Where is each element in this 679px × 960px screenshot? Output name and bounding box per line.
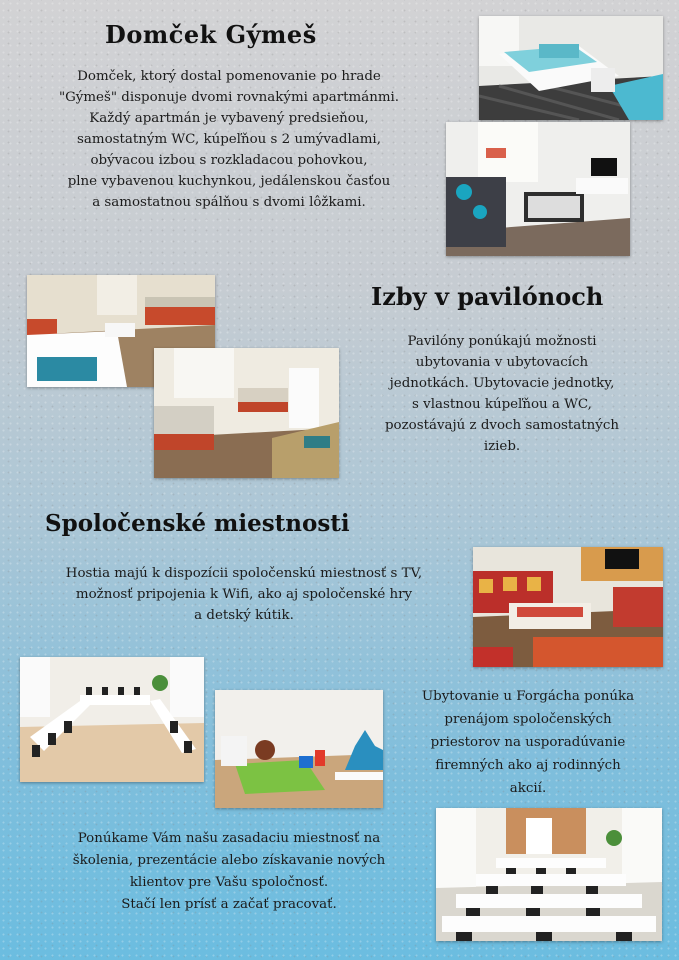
section-text-zasadacia bbox=[14, 828, 444, 916]
text-line: a detský kútik. bbox=[194, 608, 294, 623]
section-text-izby bbox=[352, 331, 652, 457]
photo-lounge bbox=[473, 547, 663, 667]
text-line: Pavilóny ponúkajú možnosti bbox=[407, 334, 597, 349]
text-line: pozostávajú z dvoch samostatných bbox=[384, 418, 619, 433]
section-title-spolocenske: Spoločenské miestnosti bbox=[45, 510, 350, 537]
section-title-domcek-gymes: Domček Gýmeš bbox=[105, 20, 317, 49]
text-line: s vlastnou kúpeľňou a WC, bbox=[412, 397, 592, 412]
text-line: izieb. bbox=[483, 439, 521, 454]
text-line: Ponúkame Vám našu zasadaciu miestnosť na bbox=[77, 831, 381, 846]
photo-bedroom bbox=[479, 16, 663, 120]
text-line: "Gýmeš" disponuje dvomi rovnakými apartmánmi. bbox=[58, 90, 400, 105]
section-text-domcek bbox=[14, 66, 444, 213]
text-line: Stačí len prísť a začať pracovať. bbox=[121, 897, 337, 912]
text-line: ubytovania v ubytovacích bbox=[415, 355, 589, 370]
text-line: jednotkách. Ubytovacie jednotky, bbox=[389, 376, 615, 391]
text-line: Ubytovanie u Forgácha ponúka bbox=[421, 689, 635, 704]
text-line: samostatným WC, kúpeľňou s 2 umývadlami, bbox=[77, 132, 381, 147]
section-text-spolocenske bbox=[14, 563, 474, 626]
text-line: prenájom spoločenských bbox=[444, 712, 612, 727]
photo-pavilion-room-2 bbox=[154, 348, 339, 478]
text-line: Každý apartmán je vybavený predsieňou, bbox=[89, 111, 369, 126]
section-text-prenajom bbox=[383, 685, 673, 800]
text-line: a samostatnou spálňou s dvomi lôžkami. bbox=[92, 195, 366, 210]
text-line: Domček, ktorý dostal pomenovanie po hrade bbox=[77, 69, 381, 84]
text-line: obývacou izbou s rozkladacou pohovkou, bbox=[90, 153, 368, 168]
photo-kids-corner bbox=[215, 690, 383, 808]
photo-living-room bbox=[446, 122, 630, 256]
text-line: možnosť pripojenia k Wifi, ako aj spoločenské hry bbox=[75, 587, 413, 602]
text-line: školenia, prezentácie alebo získavanie nových bbox=[72, 853, 386, 868]
text-line: priestorov na usporadúvanie bbox=[430, 735, 626, 750]
photo-conference-room bbox=[436, 808, 662, 941]
text-line: akcií. bbox=[509, 781, 547, 796]
text-line: firemných ako aj rodinných bbox=[435, 758, 621, 773]
photo-event-hall bbox=[20, 657, 204, 782]
text-line: Hostia majú k dispozícii spoločenskú miestnosť s TV, bbox=[65, 566, 423, 581]
text-line: plne vybavenou kuchynkou, jedálenskou časťou bbox=[67, 174, 391, 189]
section-title-izby: Izby v pavilónoch bbox=[371, 282, 604, 311]
text-line: klientov pre Vašu spoločnosť. bbox=[129, 875, 329, 890]
